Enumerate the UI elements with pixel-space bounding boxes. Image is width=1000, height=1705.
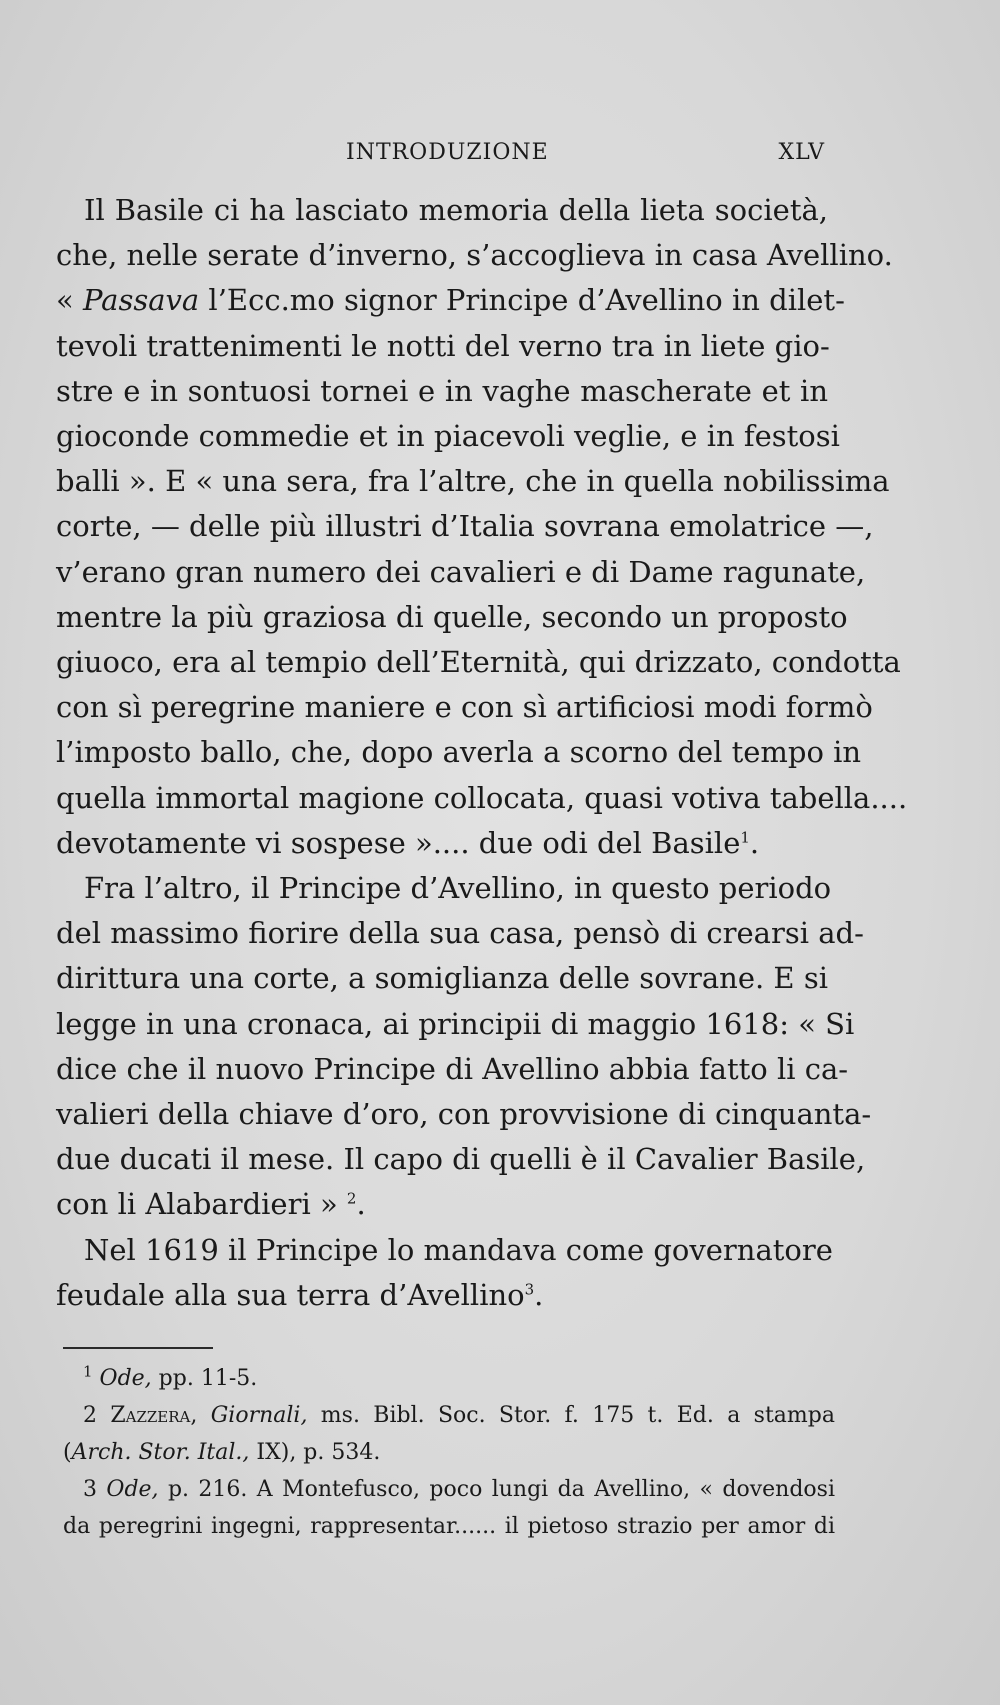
text-line: mentre la più graziosa di quelle, secondo un proposto (56, 599, 848, 634)
page-header (63, 136, 825, 172)
text-line: Nel 1619 il Principe lo mandava come governatore (84, 1232, 833, 1267)
footnote-ref: 3 (524, 1280, 535, 1299)
text-line: dice che il nuovo Principe di Avellino abbia fatto li ca- (56, 1051, 849, 1086)
body-text (56, 188, 908, 1318)
text-line-with-ref (56, 1182, 828, 1227)
text-line-italic: « Passava l’Ecc.mo signor Principe d’Avellino in dilet- (56, 283, 845, 318)
text-line: balli ». E « una sera, fra l’altre, che in quella nobilissima (56, 464, 890, 499)
footnote-italic: Ode, (99, 1366, 152, 1391)
footnote-text: IX), p. 534. (249, 1440, 381, 1465)
footnote-author: Zazzera, (110, 1403, 198, 1428)
text-line: dirittura una corte, a somiglianza delle sovrane. E si (56, 961, 828, 996)
text-line: Fra l’altro, il Principe d’Avellino, in questo periodo (84, 871, 832, 906)
footnote-text: pp. 11-5. (151, 1366, 258, 1391)
text-line: valieri della chiave d’oro, con provvisione di cinquanta- (56, 1097, 872, 1132)
text-line-with-ref (56, 1273, 828, 1318)
text-line: con sì peregrine maniere e con sì artificiosi modi formò (56, 690, 873, 725)
line-suffix: . (534, 1277, 544, 1312)
text-line: stre e in sontuosi tornei e in vaghe mascherate et in (56, 373, 828, 408)
footnotes (63, 1360, 835, 1545)
line-suffix: . (356, 1187, 366, 1222)
text-line: gioconde commedie et in piacevoli veglie, e in festosi (56, 419, 840, 454)
footnote-number: 2 (83, 1403, 97, 1428)
text-line: che, nelle serate d’inverno, s’accoglieva in casa Avellino. (56, 238, 893, 273)
text-line: del massimo fiorire della sua casa, pensò di crearsi ad- (56, 916, 864, 951)
footnote-italic: Arch. Stor. Ital., (71, 1440, 250, 1465)
text-content: devotamente vi sospese ».... due odi del Basile (56, 825, 741, 860)
footnote-number: 1 (83, 1362, 93, 1381)
text-content: feudale alla sua terra d’Avellino (56, 1277, 525, 1312)
text-line: v’erano gran numero dei cavalieri e di Dame ragunate, (56, 554, 866, 589)
text-line: l’imposto ballo, che, dopo averla a scorno del tempo in (56, 735, 862, 770)
line-suffix: . (749, 825, 760, 860)
text-line: legge in una cronaca, ai principii di maggio 1618: « Si (56, 1006, 855, 1041)
footnote-text: ms. Bibl. Soc. Stor. f. 175 t. Ed. a stampa (307, 1403, 835, 1428)
footnote-2-continued: (Arch. Stor. Ital., IX), p. 534. (63, 1440, 381, 1465)
italic-word: Passava (82, 283, 200, 318)
footnote-3 (63, 1471, 835, 1508)
footnote-rule (63, 1347, 213, 1349)
text-line: corte, — delle più illustri d’Italia sovrana emolatrice —, (56, 509, 874, 544)
footnote-text: p. 216. A Montefusco, poco lungi da Avellino, « dovendosi (158, 1477, 836, 1502)
text-line: tevoli trattenimenti le notti del verno tra in liete gio- (56, 328, 830, 363)
footnote-italic: Ode, (106, 1477, 159, 1502)
text-line: giuoco, era al tempio dell’Eternità, qui drizzato, condotta (56, 645, 901, 680)
footnote-ref: 1 (740, 828, 750, 847)
footnote-2 (63, 1397, 835, 1434)
footnote-1 (63, 1360, 835, 1397)
text-line-with-ref (56, 821, 828, 866)
page-number: XLV (778, 140, 825, 165)
footnote-ref: 2 (346, 1189, 357, 1208)
footnote-italic: Giornali, (210, 1403, 308, 1428)
footnote-number: 3 (83, 1477, 97, 1502)
text-line: Il Basile ci ha lasciato memoria della lieta società, (84, 193, 828, 227)
text-content: con li Alabardieri » (56, 1187, 338, 1222)
running-title: INTRODUZIONE (346, 140, 549, 165)
footnote-3-continued: da peregrini ingegni, rappresentar...... il pietoso strazio per amor di (63, 1514, 835, 1539)
text-line: quella immortal magione collocata, quasi votiva tabella.... (56, 780, 908, 815)
text-line: due ducati il mese. Il capo di quelli è il Cavalier Basile, (56, 1142, 866, 1177)
